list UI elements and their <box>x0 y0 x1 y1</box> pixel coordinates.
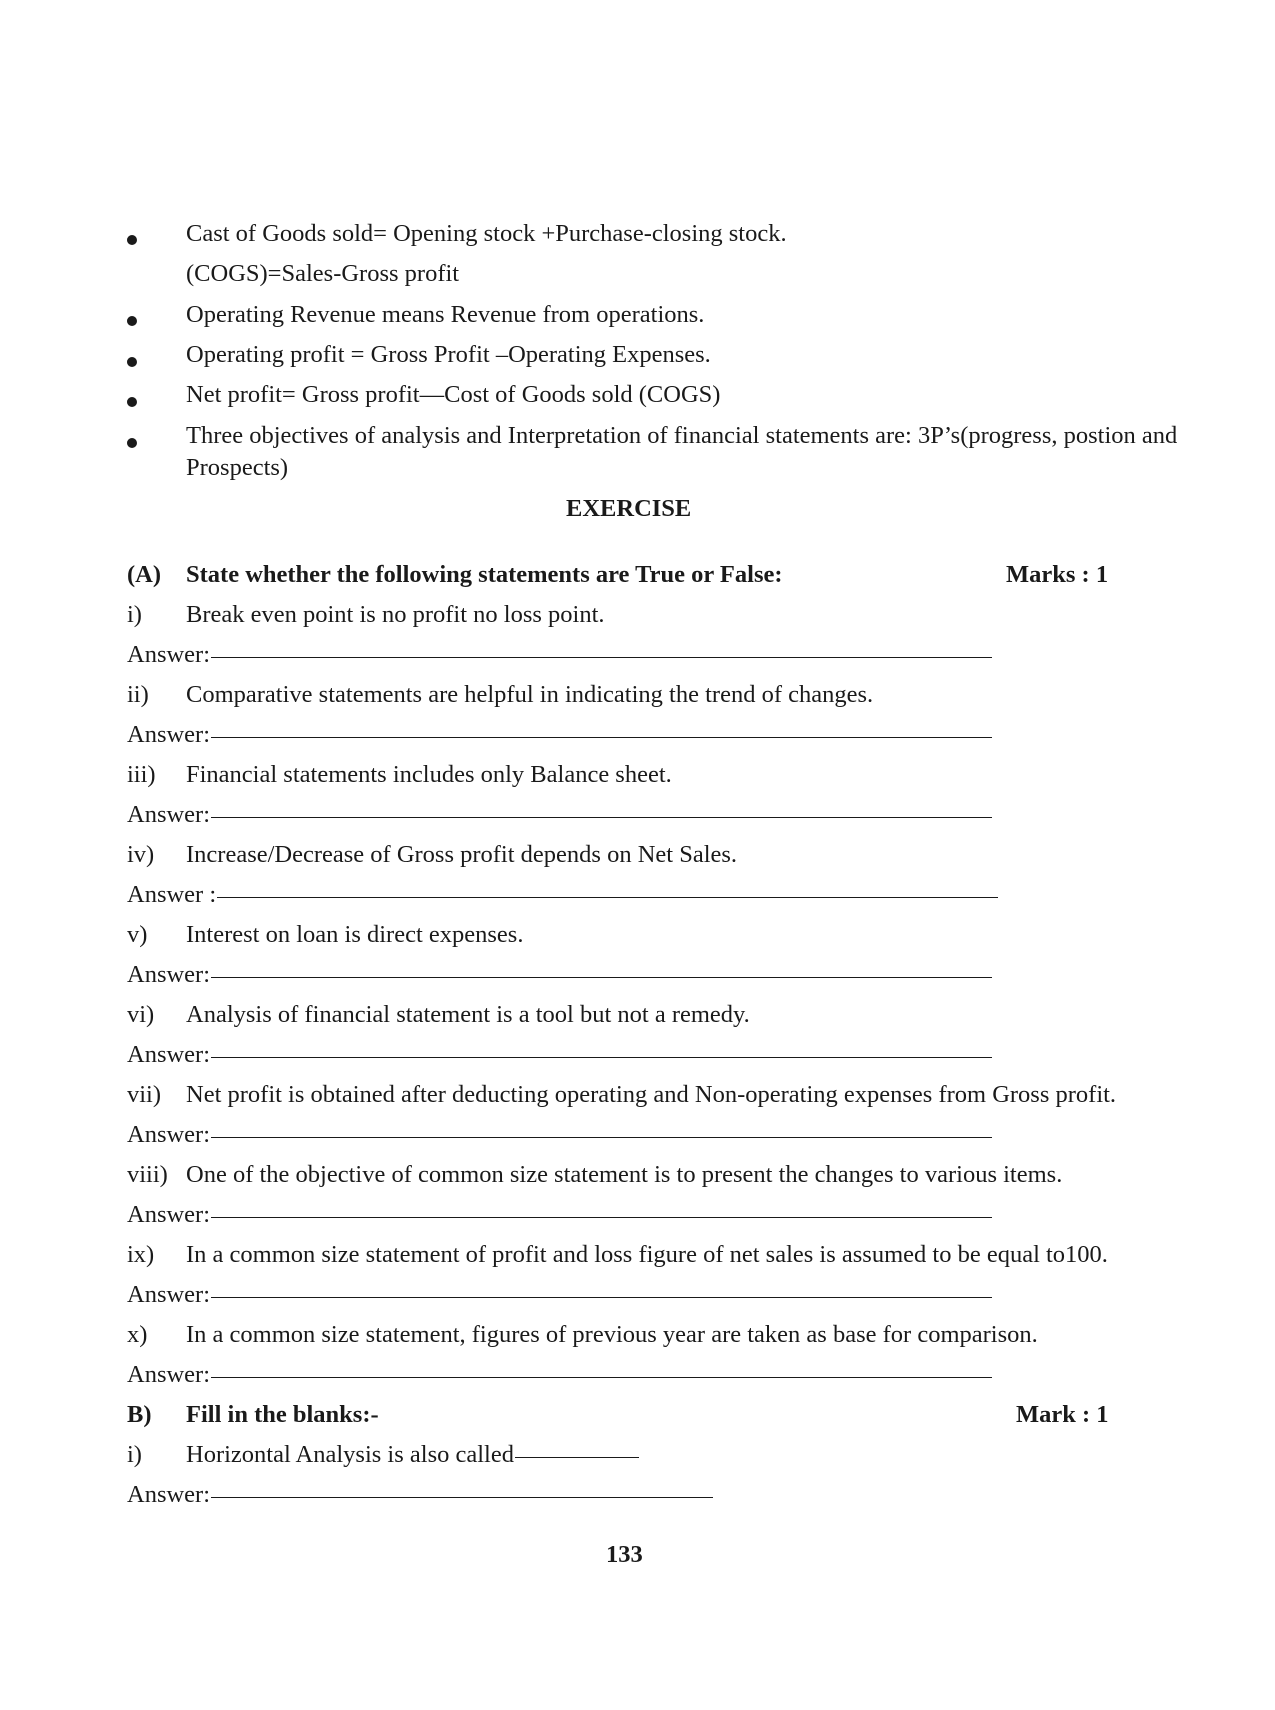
section-a-heading: State whether the following statements are True or False: <box>186 561 783 588</box>
answer-blank[interactable] <box>211 977 992 978</box>
question-text: Comparative statements are helpful in indicating the trend of changes. <box>186 681 874 708</box>
note-text: Operating profit = Gross Profit –Operating Expenses. <box>186 341 711 368</box>
section-b-label: B) <box>127 1401 152 1428</box>
answer-line[interactable] <box>127 1360 992 1390</box>
answer-blank[interactable] <box>211 737 992 738</box>
question-text: Net profit is obtained after deducting operating and Non-operating expenses from Gross profit. <box>186 1081 1117 1108</box>
note-text: Cast of Goods sold= Opening stock +Purchase-closing stock. <box>186 220 787 247</box>
question-text: Financial statements includes only Balance sheet. <box>186 761 672 788</box>
answer-label: Answer: <box>127 1361 211 1388</box>
answer-blank[interactable] <box>211 1377 992 1378</box>
question-text: Increase/Decrease of Gross profit depends on Net Sales. <box>186 841 738 868</box>
note-text: Net profit= Gross profit—Cost of Goods sold (COGS) <box>186 381 721 408</box>
answer-blank[interactable] <box>211 1057 992 1058</box>
section-a-label: (A) <box>127 561 162 588</box>
answer-blank[interactable] <box>211 1137 992 1138</box>
answer-label: Answer: <box>127 1121 211 1148</box>
answer-label: Answer: <box>127 641 211 668</box>
question-text: In a common size statement, figures of previous year are taken as base for comparison. <box>186 1321 1038 1348</box>
section-a-marks: Marks : 1 <box>1006 561 1109 588</box>
question-text: Analysis of financial statement is a tool but not a remedy. <box>186 1001 750 1028</box>
answer-line[interactable] <box>127 1120 992 1150</box>
answer-line[interactable] <box>127 1480 713 1510</box>
answer-blank[interactable] <box>211 817 992 818</box>
answer-label: Answer: <box>127 961 211 988</box>
answer-label: Answer: <box>127 1041 211 1068</box>
question-number: viii) <box>127 1161 168 1188</box>
note-text: Three objectives of analysis and Interpretation of financial statements are: 3P’s(progress, postion and <box>186 422 1178 449</box>
note-text: Prospects) <box>186 454 289 481</box>
bullet <box>127 235 137 245</box>
question-number: i) <box>127 601 142 628</box>
answer-line[interactable] <box>127 800 992 830</box>
bullet <box>127 438 137 448</box>
answer-line[interactable] <box>127 960 992 990</box>
answer-line[interactable] <box>127 880 998 910</box>
answer-line[interactable] <box>127 1040 992 1070</box>
answer-label: Answer: <box>127 1281 211 1308</box>
question-number: vi) <box>127 1001 155 1028</box>
answer-blank[interactable] <box>211 1497 713 1498</box>
note-text: (COGS)=Sales-Gross profit <box>186 260 460 287</box>
answer-line[interactable] <box>127 1280 992 1310</box>
fill-blank[interactable] <box>515 1457 639 1458</box>
answer-label: Answer: <box>127 1201 211 1228</box>
question-text: Interest on loan is direct expenses. <box>186 921 524 948</box>
bullet <box>127 397 137 407</box>
bullet <box>127 316 137 326</box>
question-number: ix) <box>127 1241 155 1268</box>
note-text: Operating Revenue means Revenue from operations. <box>186 301 705 328</box>
page-number: 133 <box>606 1541 643 1568</box>
question-number: x) <box>127 1321 148 1348</box>
section-b-heading: Fill in the blanks:- <box>186 1401 379 1428</box>
question-number: i) <box>127 1441 142 1468</box>
answer-blank[interactable] <box>217 897 998 898</box>
exercise-title: EXERCISE <box>566 495 692 522</box>
question-text: In a common size statement of profit and loss figure of net sales is assumed to be equal to100. <box>186 1241 1108 1268</box>
answer-blank[interactable] <box>211 1217 992 1218</box>
question-text: One of the objective of common size statement is to present the changes to various items. <box>186 1161 1063 1188</box>
bullet <box>127 357 137 367</box>
question-text-with-blank <box>186 1440 639 1470</box>
answer-label: Answer : <box>127 881 217 908</box>
answer-line[interactable] <box>127 640 992 670</box>
question-text: Horizontal Analysis is also called <box>186 1441 514 1468</box>
answer-label: Answer: <box>127 1481 211 1508</box>
answer-label: Answer: <box>127 801 211 828</box>
question-number: v) <box>127 921 148 948</box>
question-number: vii) <box>127 1081 162 1108</box>
answer-blank[interactable] <box>211 657 992 658</box>
answer-blank[interactable] <box>211 1297 992 1298</box>
answer-line[interactable] <box>127 1200 992 1230</box>
question-number: ii) <box>127 681 149 708</box>
question-number: iii) <box>127 761 156 788</box>
question-number: iv) <box>127 841 155 868</box>
answer-line[interactable] <box>127 720 992 750</box>
section-b-marks: Mark : 1 <box>1016 1401 1109 1428</box>
answer-label: Answer: <box>127 721 211 748</box>
question-text: Break even point is no profit no loss point. <box>186 601 605 628</box>
